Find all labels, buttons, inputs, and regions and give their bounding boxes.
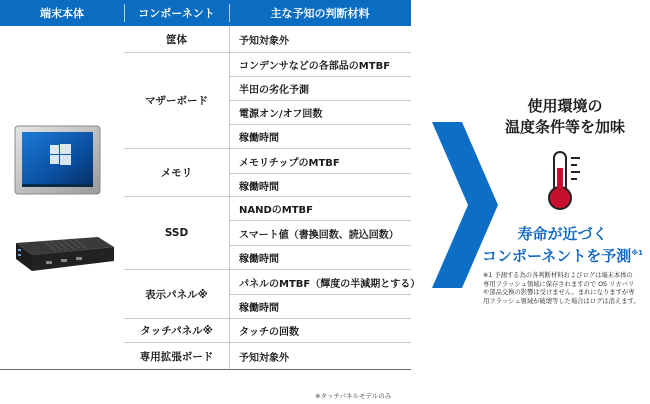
right-footnote-line: ※1 予測する為の各判断材料およびログは端末本体の (483, 272, 633, 279)
header-divider (229, 4, 230, 22)
material-cell: メモリチップのMTBF (239, 157, 340, 169)
material-cell: パネルのMTBF（輝度の半減期とする） (239, 278, 421, 290)
table-footnote: ※タッチパネルモデルのみ (315, 392, 392, 400)
component-cell: マザーボード (145, 95, 208, 107)
component-cell: 筐体 (166, 34, 187, 46)
material-cell: 稼働時間 (239, 303, 279, 314)
material-cell: コンデンサなどの各部品のMTBF (239, 61, 391, 72)
right-title-line-2: 温度条件等を加味 (504, 118, 625, 136)
right-footnote-line: 用フラッシュ領域が破壊等した場合はログは消えます。 (483, 298, 640, 306)
component-cell: 表示パネル※ (145, 288, 208, 301)
predict-line-2-text: コンポーネントを予測 (482, 247, 632, 265)
material-cell: 稼働時間 (239, 181, 279, 193)
header-col-component: コンポーネント (124, 0, 229, 26)
tablet-device-image (14, 125, 101, 195)
right-footnote (483, 272, 645, 307)
material-cell: 半田の劣化予測 (239, 85, 309, 96)
predict-line-1: 寿命が近づく (517, 225, 608, 243)
predict-footnote-mark: ※1 (631, 249, 643, 257)
header-col-device: 端末本体 (0, 0, 124, 26)
component-cell: SSD (164, 227, 189, 239)
component-cell: メモリ (160, 167, 193, 179)
component-cell: 専用拡張ボード (139, 350, 214, 363)
material-cell: スマート値（書換回数、読込回数） (239, 229, 399, 241)
right-title-line-1: 使用環境の (527, 97, 603, 115)
material-cell: 電源オン/オフ回数 (239, 109, 323, 120)
material-cell: 稼働時間 (239, 133, 279, 144)
material-cell: タッチの回数 (239, 327, 299, 338)
material-cell: 予知対象外 (239, 352, 289, 364)
thermometer-icon (542, 150, 588, 212)
box-pc-image (6, 229, 116, 275)
component-cell: タッチパネル※ (140, 325, 213, 337)
header-divider (124, 4, 125, 22)
header-col-materials: 主な予知の判断材料 (229, 0, 411, 26)
material-cell: NANDのMTBF (239, 205, 314, 216)
table-bottom-border (0, 369, 411, 370)
material-cell: 稼働時間 (239, 254, 279, 265)
predict-line-2 (480, 243, 645, 266)
right-footnote-line: や部品交換の影響は受けません。まれになりますが専 (483, 289, 635, 297)
material-cell: 予知対象外 (239, 36, 289, 47)
right-footnote-line: 専用フラッシュ領域に保存されますので OS リカバリ (483, 280, 635, 288)
